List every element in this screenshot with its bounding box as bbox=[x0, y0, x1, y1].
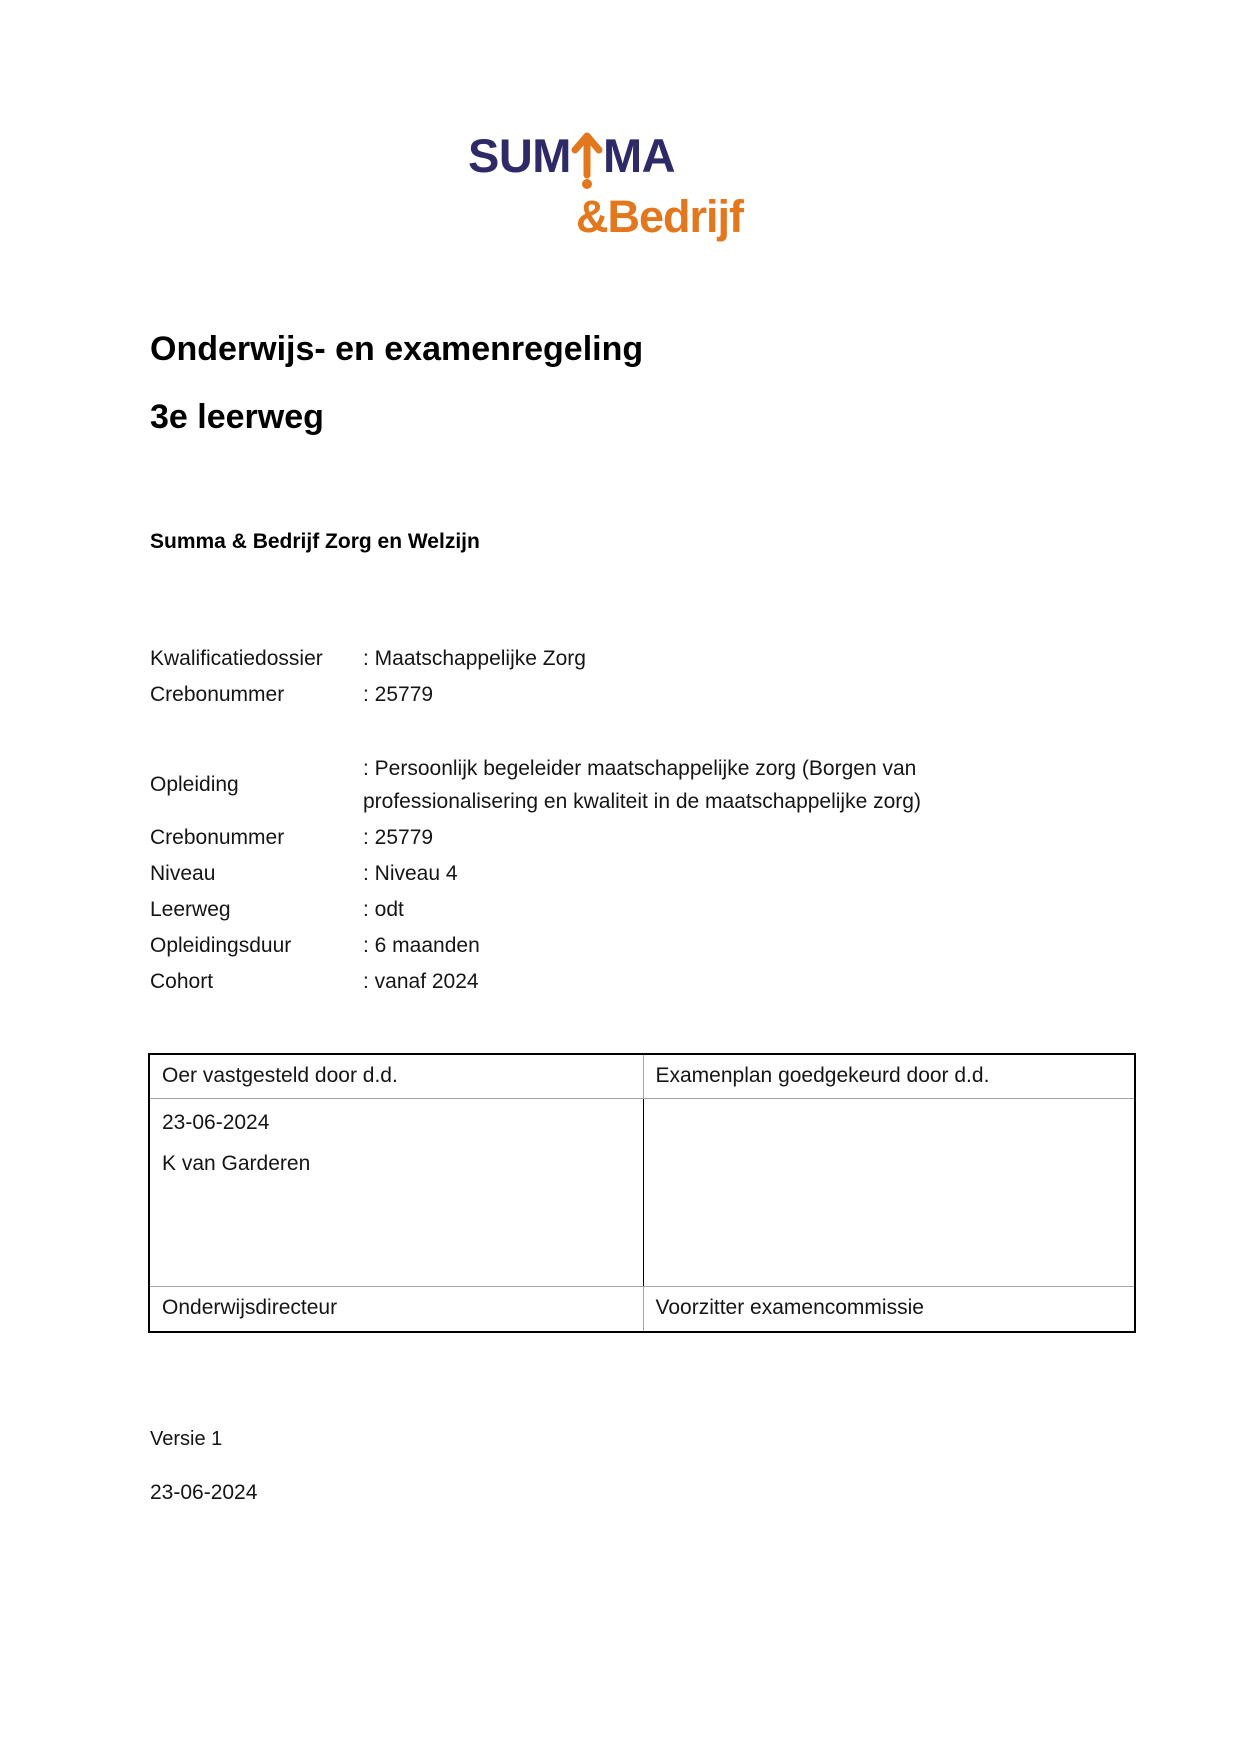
up-arrow-icon bbox=[570, 128, 604, 192]
kv-value: : 25779 bbox=[363, 683, 434, 706]
kv-value: : Persoonlijk begeleider maatschappelijke zorg (Borgen van professionalisering en kwaliteit in de maatschappelijke zorg) bbox=[363, 757, 921, 813]
header-cell-oer-vastgesteld: Oer vastgesteld door d.d. bbox=[149, 1054, 643, 1098]
approval-table bbox=[148, 1053, 1136, 1333]
kv-label: Crebonummer bbox=[150, 826, 285, 849]
version-label: Versie 1 bbox=[150, 1428, 223, 1450]
kv-value: : vanaf 2024 bbox=[363, 970, 479, 993]
page-subtitle: 3e leerweg bbox=[150, 398, 324, 436]
kv-label: Cohort bbox=[150, 970, 214, 993]
page-title: Onderwijs- en examenregeling bbox=[150, 330, 644, 368]
footer-cell-voorzitter: Voorzitter examencommissie bbox=[643, 1286, 1135, 1332]
kv-row-crebonummer bbox=[150, 677, 1060, 713]
kv-value: : 6 maanden bbox=[363, 934, 480, 957]
logo-text-part1: SUM bbox=[468, 129, 571, 182]
kv-value: : 25779 bbox=[363, 826, 434, 849]
kv-label: Crebonummer bbox=[150, 683, 285, 706]
logo-text-part2: MA bbox=[602, 129, 676, 182]
logo-subtitle: &Bedrijf bbox=[576, 191, 744, 242]
kv-row-leerweg bbox=[150, 892, 1060, 928]
summa-bedrijf-logo bbox=[468, 129, 744, 242]
version-date: 23-06-2024 bbox=[150, 1481, 258, 1504]
footer-cell-onderwijsdirecteur: Onderwijsdirecteur bbox=[162, 1295, 338, 1319]
body-cell-right bbox=[643, 1098, 1135, 1286]
kv-row-opleidingsduur bbox=[150, 928, 1060, 964]
header-cell-examenplan: Examenplan goedgekeurd door d.d. bbox=[643, 1054, 1135, 1098]
approval-table-footer-row bbox=[149, 1286, 1135, 1332]
kv-label: Leerweg bbox=[150, 898, 231, 921]
approval-table-body-row bbox=[149, 1098, 1135, 1286]
kv-label: Kwalificatiedossier bbox=[150, 647, 323, 670]
kv-row-opleiding bbox=[150, 752, 1060, 818]
kv-label: Niveau bbox=[150, 862, 216, 885]
kv-value: : Maatschappelijke Zorg bbox=[363, 647, 586, 670]
kv-row-crebonummer bbox=[150, 820, 1060, 856]
kv-row-kwalificatiedossier bbox=[150, 641, 1060, 677]
logo-wordmark bbox=[468, 129, 743, 192]
kv-value: : odt bbox=[363, 898, 404, 921]
kv-label: Opleidingsduur bbox=[150, 934, 292, 957]
approval-date: 23-06-2024 bbox=[162, 1110, 270, 1134]
opleiding-info-block bbox=[150, 752, 1060, 1000]
kv-row-niveau bbox=[150, 856, 1060, 892]
organization-title: Summa & Bedrijf Zorg en Welzijn bbox=[150, 530, 480, 553]
approval-table-header-row bbox=[149, 1054, 1135, 1098]
kv-row-cohort bbox=[150, 964, 1060, 1000]
approval-name: K van Garderen bbox=[162, 1151, 311, 1175]
dossier-info-block bbox=[150, 641, 1060, 713]
kv-value: : Niveau 4 bbox=[363, 862, 458, 885]
kv-label: Opleiding bbox=[150, 773, 239, 796]
body-cell-left bbox=[149, 1098, 643, 1286]
